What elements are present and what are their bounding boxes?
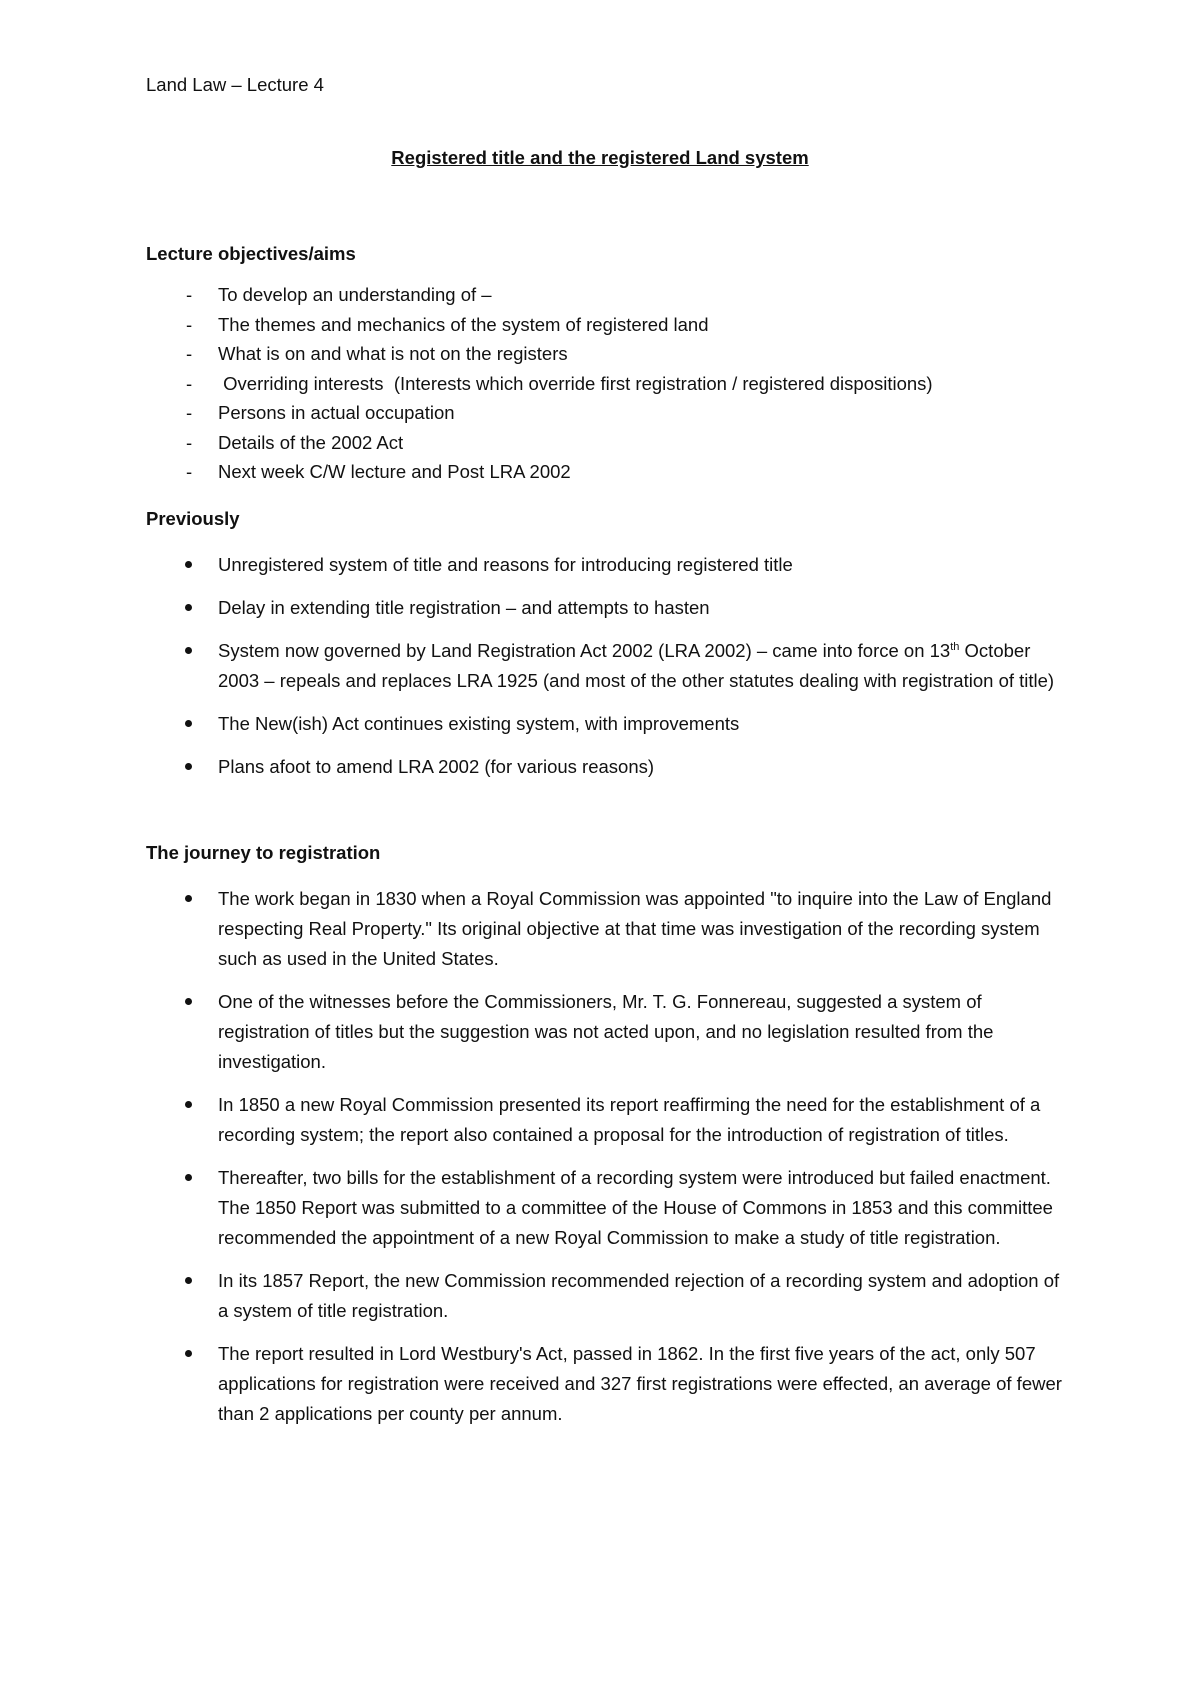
list-item: In 1850 a new Royal Commission presented its report reaffirming the need for the establishment of a recording system; the report also contained a proposal for the introduction of registration of titles. (146, 1090, 1066, 1150)
list-item: Plans afoot to amend LRA 2002 (for various reasons) (146, 752, 1066, 782)
list-item: - What is on and what is not on the registers (186, 343, 568, 364)
bullet-icon (185, 763, 192, 770)
bullet-icon (185, 895, 192, 902)
list-item: - Details of the 2002 Act (186, 431, 404, 453)
list-item: - Next week C/W lecture and Post LRA 2002 (186, 461, 571, 482)
objectives-heading: Lecture objectives/aims (146, 243, 356, 264)
bullet-icon (185, 1174, 192, 1181)
bullet-icon (185, 1277, 192, 1284)
previously-heading: Previously (146, 508, 240, 529)
bullet-icon (185, 998, 192, 1005)
bullet-icon (185, 647, 192, 654)
list-item: In its 1857 Report, the new Commission recommended rejection of a recording system and adoption of a system of title registration. (146, 1266, 1066, 1326)
document-header: Land Law – Lecture 4 (146, 74, 324, 95)
list-item: Thereafter, two bills for the establishment of a recording system were introduced but failed enactment. The 1850 Report was submitted to a committee of the House of Commons in 1853 and this committee recommended the appointment of a new Royal Commission to make a study of title registration. (146, 1163, 1066, 1253)
bullet-icon (185, 1101, 192, 1108)
list-item: - The themes and mechanics of the system of registered land (186, 313, 709, 335)
journey-list (146, 884, 1066, 1442)
bullet-icon (185, 720, 192, 727)
bullet-icon (185, 1350, 192, 1357)
list-item: One of the witnesses before the Commissioners, Mr. T. G. Fonnereau, suggested a system of registration of titles but the suggestion was not acted upon, and no legislation resulted from the investigation. (146, 987, 1066, 1077)
list-item: - Persons in actual occupation (186, 402, 455, 423)
list-item: The New(ish) Act continues existing system, with improvements (146, 709, 1066, 739)
document-title: Registered title and the registered Land system (391, 147, 809, 168)
previously-list (146, 550, 1066, 795)
bullet-icon (185, 604, 192, 611)
list-item: Unregistered system of title and reasons for introducing registered title (146, 550, 1066, 580)
list-item: Delay in extending title registration – and attempts to hasten (146, 593, 1066, 623)
journey-heading: The journey to registration (146, 842, 381, 863)
list-item: The work began in 1830 when a Royal Commission was appointed "to inquire into the Law of England respecting Real Property." Its original objective at that time was investigation of the recording system such as used in the United States. (146, 884, 1066, 974)
list-item: - To develop an understanding of – (186, 284, 492, 305)
list-item: - Overriding interests (Interests which override first registration / registered dispositions) (186, 372, 933, 394)
objectives-list (146, 280, 933, 487)
bullet-icon (185, 561, 192, 568)
list-item: The report resulted in Lord Westbury's Act, passed in 1862. In the first five years of the act, only 507 applications for registration were received and 327 first registrations were effected, an average of fewer than 2 applications per county per annum. (146, 1339, 1066, 1429)
list-item: System now governed by Land Registration Act 2002 (LRA 2002) – came into force on 13th October 2003 – repeals and replaces LRA 1925 (and most of the other statutes dealing with registration of title) (146, 636, 1066, 696)
